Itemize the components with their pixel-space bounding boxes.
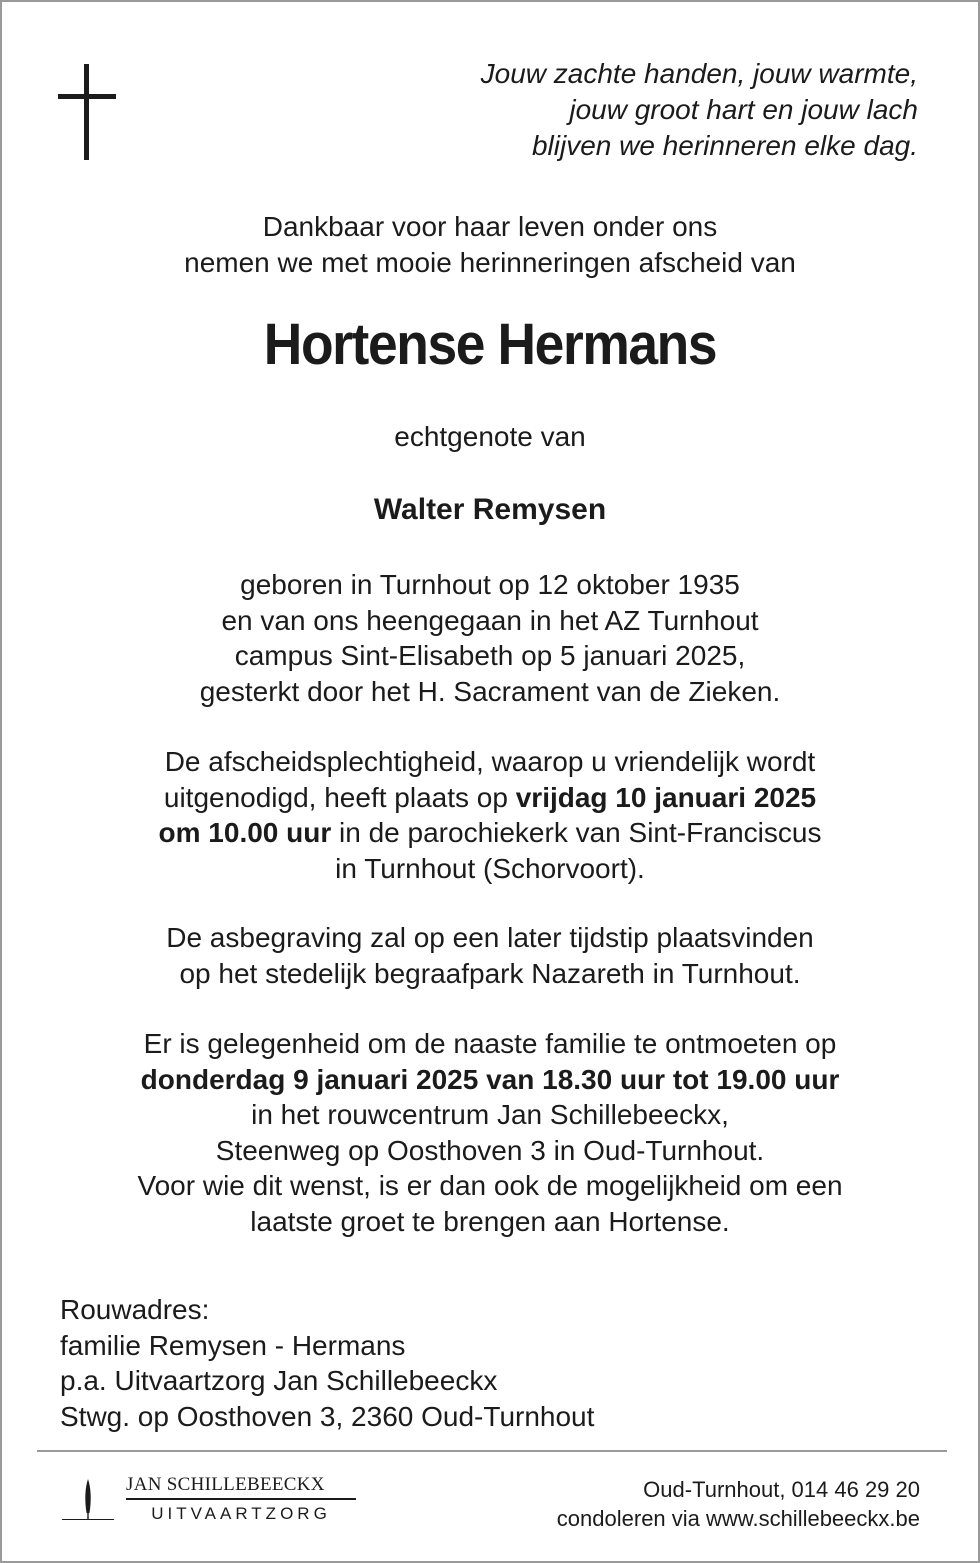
address-line: Stwg. op Oosthoven 3, 2360 Oud-Turnhout	[60, 1400, 595, 1432]
logo-subtitle: UITVAARTZORG	[151, 1504, 331, 1523]
contact-info	[557, 1475, 920, 1533]
visitation-line: Steenweg op Oosthoven 3 in Oud-Turnhout.	[215, 1134, 765, 1166]
address-line: Rouwadres:	[60, 1294, 210, 1325]
visitation-line: in het rouwcentrum Jan Schillebeeckx,	[251, 1099, 729, 1130]
visitation-line: Er is gelegenheid om de naaste familie te ontmoeten op	[143, 1028, 837, 1059]
poem-line: Jouw zachte handen, jouw warmte,	[480, 58, 918, 89]
ceremony-line	[2, 780, 978, 816]
burial-details	[2, 920, 978, 991]
ceremony-line: in Turnhout (Schorvoort).	[335, 852, 645, 884]
contact-website: condoleren via www.schillebeeckx.be	[556, 1506, 920, 1531]
ceremony-location: in de parochiekerk van Sint-Franciscus	[331, 817, 822, 848]
ceremony-date: vrijdag 10 januari 2025	[515, 781, 817, 813]
logo-divider	[126, 1498, 356, 1500]
birth-line: campus Sint-Elisabeth op 5 januari 2025,	[234, 640, 746, 671]
birth-details	[2, 567, 978, 709]
funeral-home-logo	[62, 1472, 362, 1528]
deceased-name: Hortense Hermans	[263, 312, 717, 377]
address-line: p.a. Uitvaartzorg Jan Schillebeeckx	[60, 1365, 498, 1396]
burial-line: De asbegraving zal op een later tijdstip plaatsvinden	[166, 922, 814, 953]
intro-line: nemen we met mooie herinneringen afscheid van	[184, 246, 796, 278]
cypress-tree-icon	[62, 1476, 114, 1522]
cross-icon	[58, 64, 116, 160]
birth-line: en van ons heengegaan in het AZ Turnhout	[221, 604, 759, 636]
spouse-relation: echtgenote van	[394, 421, 586, 452]
contact-phone: Oud-Turnhout, 014 46 29 20	[643, 1477, 920, 1502]
poem-line: blijven we herinneren elke dag.	[531, 130, 918, 161]
intro-line: Dankbaar voor haar leven onder ons	[262, 211, 718, 242]
address-line: familie Remysen - Hermans	[60, 1329, 406, 1361]
visitation-datetime: donderdag 9 januari 2025 van 18.30 uur tot 19.00 uur	[140, 1063, 840, 1095]
visitation-line: laatste groet te brengen aan Hortense.	[250, 1205, 730, 1237]
birth-line: geboren in Turnhout op 12 oktober 1935	[240, 569, 740, 600]
visitation-line: Voor wie dit wenst, is er dan ook de mogelijkheid om een	[137, 1170, 843, 1201]
ceremony-text: uitgenodigd, heeft plaats op	[163, 781, 516, 813]
ceremony-line: De afscheidsplechtigheid, waarop u vriendelijk wordt	[164, 746, 816, 777]
spouse-name: Walter Remysen	[373, 493, 607, 526]
ceremony-time: om 10.00 uur	[158, 817, 332, 848]
footer-divider	[37, 1450, 947, 1452]
intro-text	[2, 209, 978, 280]
burial-line: op het stedelijk begraafpark Nazareth in Turnhout.	[179, 957, 801, 989]
poem-line: jouw groot hart en jouw lach	[569, 94, 918, 125]
visitation-details	[2, 1026, 978, 1239]
ceremony-line	[2, 815, 978, 851]
mourning-address	[60, 1292, 594, 1434]
poem	[481, 56, 918, 164]
ceremony-details	[2, 744, 978, 886]
logo-name: JAN SCHILLEBEECKX	[126, 1474, 325, 1495]
birth-line: gesterkt door het H. Sacrament van de Zieken.	[199, 675, 781, 707]
